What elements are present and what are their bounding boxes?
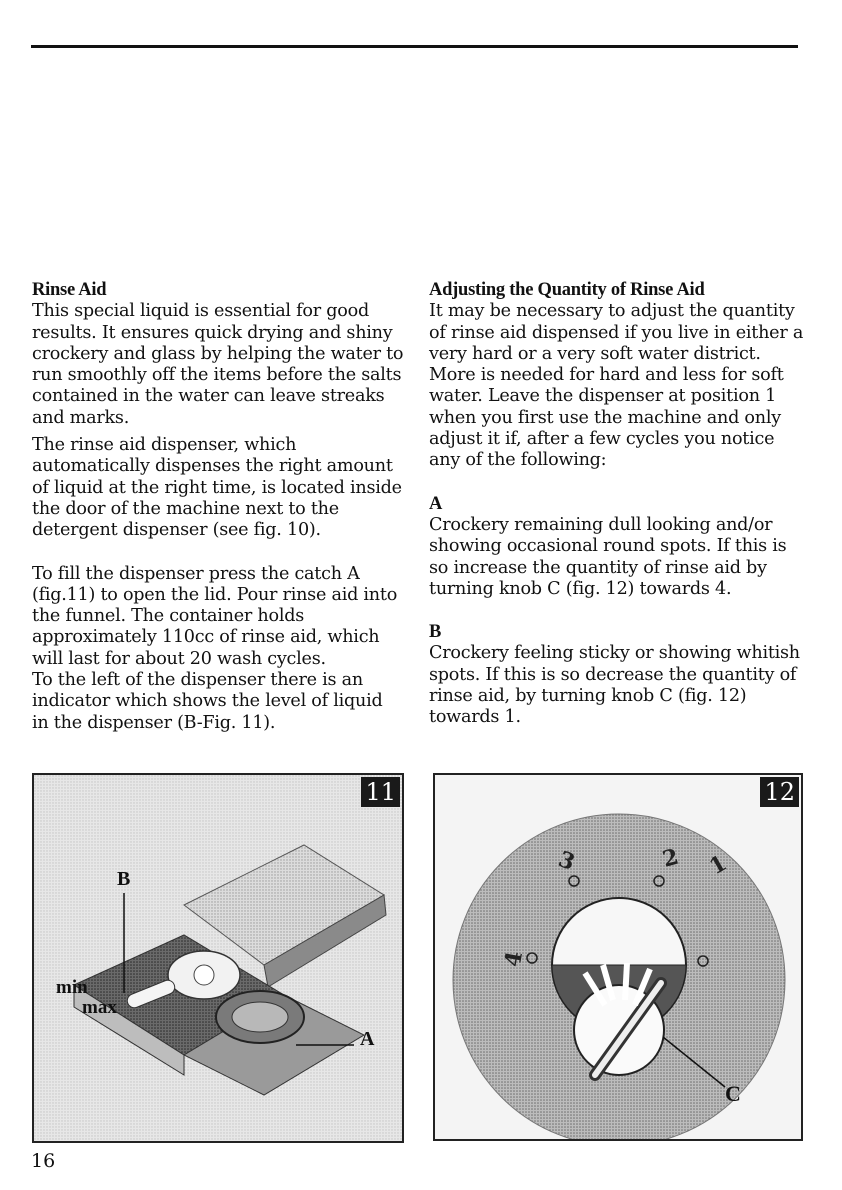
rinse-aid-heading: Rinse Aid: [32, 280, 107, 300]
rinse-aid-paragraph-3: To fill the dispenser press the catch A (fig.11) to open the lid. Pour rinse aid into the funnel. The container holds approximately 110cc of rinse aid, which will last for about 20 wash cycles.: [32, 563, 398, 669]
position-3-label: 3: [554, 846, 579, 876]
section-b-label: B: [429, 622, 442, 643]
rinse-aid-paragraph-4: To the left of the dispenser there is an indicator which shows the level of liquid in the dispenser (B-Fig. 11).: [32, 670, 383, 733]
adjusting-intro: It may be necessary to adjust the quantity of rinse aid dispensed if you live in either a very hard or a very soft water district. More is needed for hard and less for soft water. Leave the dispenser at position 1 when you first use the machine and only adjust it if, after a few cycles you notice any of the following:: [429, 301, 804, 471]
rinse-aid-paragraph-1: This special liquid is essential for good results. It ensures quick drying and shiny crockery and glass by helping the water to run smoothly off the items before the salts contained in the water can leave streaks and marks.: [32, 301, 404, 428]
knob-illustration: [435, 775, 801, 1139]
label-c: C: [725, 1081, 741, 1106]
adjusting-heading: Adjusting the Quantity of Rinse Aid: [429, 280, 705, 300]
right-column: [429, 280, 804, 729]
top-rule: [31, 45, 798, 48]
label-a: A: [360, 1028, 375, 1050]
label-b: B: [117, 868, 131, 890]
section-a-label: A: [429, 493, 443, 514]
position-2-label: 2: [659, 843, 682, 873]
left-column: [32, 280, 404, 734]
section-a-text: Crockery remaining dull looking and/or showing occasional round spots. If this is so increase the quantity of rinse aid by turning knob C (fig. 12) towards 4.: [429, 514, 787, 599]
position-1-label: 1: [705, 850, 732, 881]
figure-12-knob: [433, 773, 803, 1141]
rinse-aid-paragraph-2: The rinse aid dispenser, which automatically dispenses the right amount of liquid at the right time, is located inside the door of the machine next to the detergent dispenser (see fig. 10).: [32, 435, 402, 541]
figure-11-dispenser: [32, 773, 404, 1143]
section-b-text: Crockery feeling sticky or showing whitish spots. If this is so decrease the quantity of rinse aid, by turning knob C (fig. 12) towards 1.: [429, 643, 800, 728]
figure-12-number: 12: [760, 777, 799, 807]
label-max: max: [82, 997, 117, 1018]
dispenser-illustration: [34, 775, 402, 1141]
position-4-label: 4: [499, 949, 529, 969]
label-min: min: [56, 977, 88, 998]
page-number: 16: [31, 1150, 56, 1172]
figure-11-number: 11: [361, 777, 400, 807]
